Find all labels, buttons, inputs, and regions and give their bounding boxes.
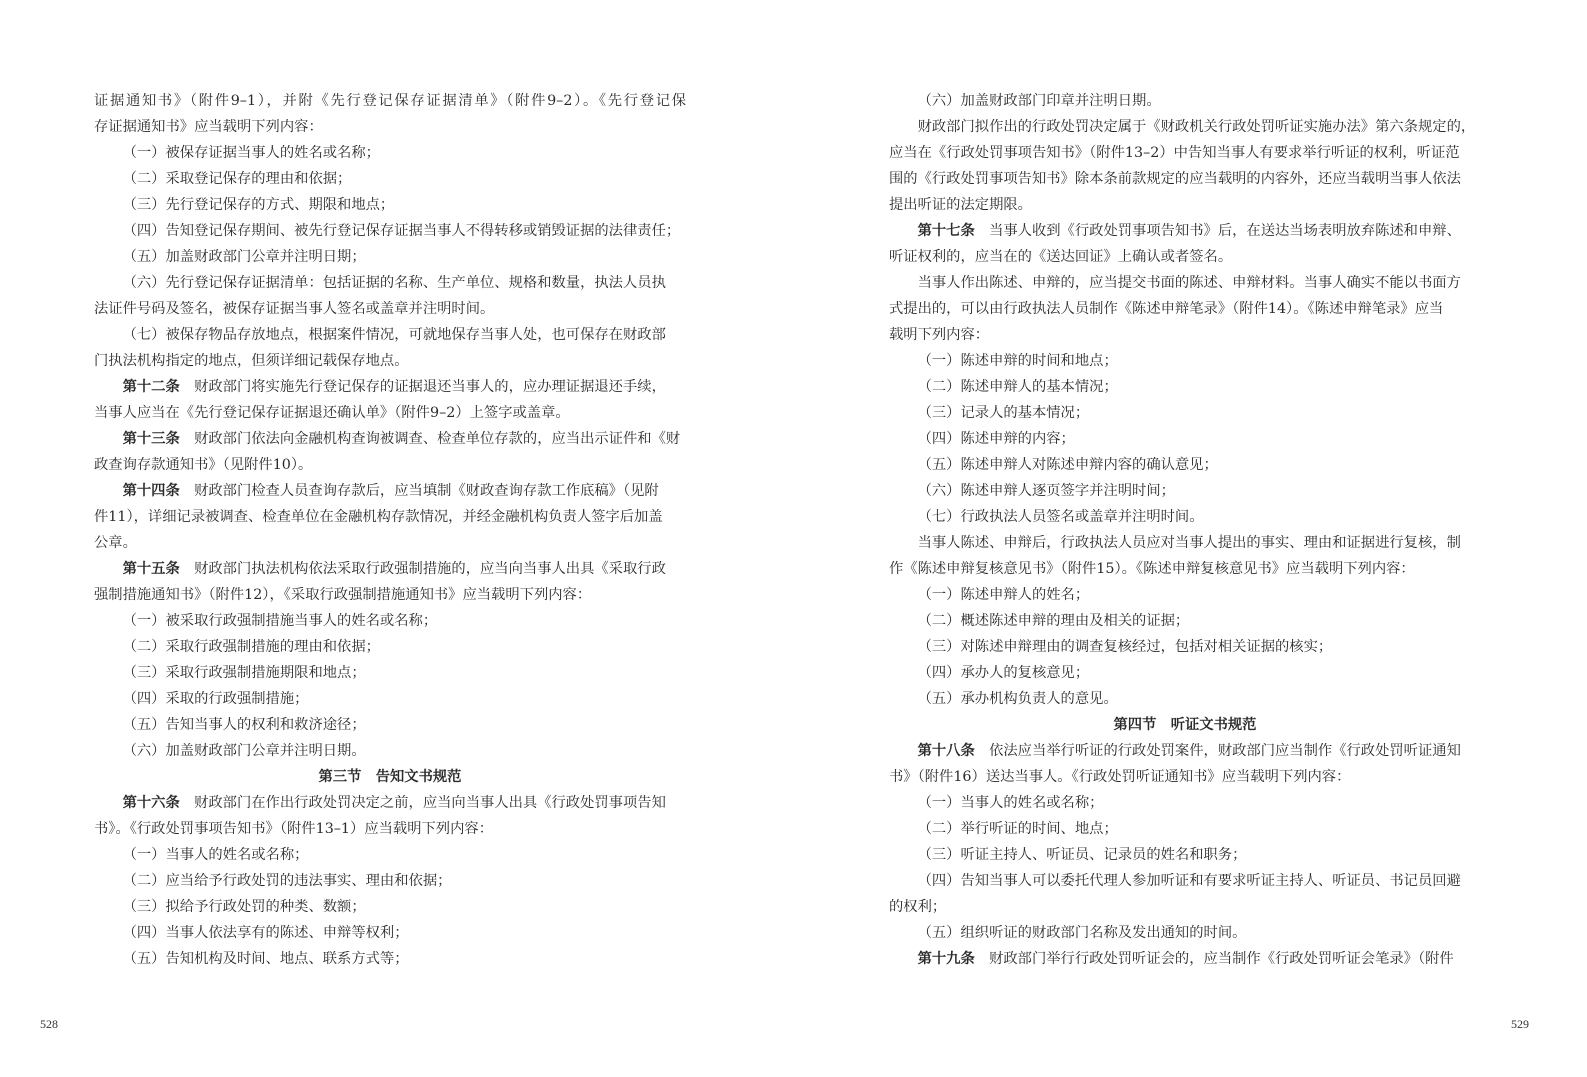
list-item: （一）陈述申辩人的姓名； [917,587,1090,603]
text-line: 作《陈述申辩复核意见书》（附件15）。《陈述申辩复核意见书》应当载明下列内容： [889,561,1415,577]
text-line: 应当在《行政处罚事项告知书》（附件13–2）中告知当事人有要求举行听证的权利，听证范 [889,145,1460,161]
list-item: （一）被保存证据当事人的姓名或名称； [122,145,380,161]
section-heading: 第三节 告知文书规范 [318,769,462,785]
text-line: 财政部门拟作出的行政处罚决定属于《财政机关行政处罚听证实施办法》第六条规定的， [917,119,1476,135]
article-text: 财政部门执法机构依法采取行政强制措施的，应当向当事人出具《采取行政 [194,561,666,577]
text-line: 听证权利的，应当在的《送达回证》上确认或者签名。 [889,249,1233,265]
list-item: （六）陈述申辩人逐页签字并注明时间； [917,483,1175,499]
list-item: （二）陈述申辩人的基本情况； [917,379,1118,395]
article-text: 财政部门在作出行政处罚决定之前，应当向当事人出具《行政处罚事项告知 [194,795,666,811]
article-number: 第十六条 [122,795,180,811]
article-number: 第十八条 [917,743,975,759]
article-number: 第十三条 [122,431,180,447]
list-item: （五）组织听证的财政部门名称及发出通知的时间。 [917,925,1247,941]
article-text: 财政部门举行行政处罚听证会的，应当制作《行政处罚听证会笔录》（附件 [989,951,1454,967]
article-text: 财政部门检查人员查询存款后，应当填制《财政查询存款工作底稿》（见附 [194,483,659,499]
article-text: 财政部门依法向金融机构查询被调查、检查单位存款的，应当出示证件和《财 [194,431,681,447]
list-item: （二）应当给予行政处罚的违法事实、理由和依据； [122,873,452,889]
list-item: （二）采取登记保存的理由和依据； [122,171,352,187]
list-item: （四）告知登记保存期间、被先行登记保存证据当事人不得转移或销毁证据的法律责任； [122,223,681,239]
article-number: 第十二条 [122,379,180,395]
text-line: 载明下列内容： [889,327,990,343]
text-line: 门执法机构指定的地点，但须详细记载保存地点。 [94,353,409,369]
text-line: 当事人应当在《先行登记保存证据退还确认单》（附件9–2）上签字或盖章。 [94,405,570,421]
article-19 [889,946,1481,972]
list-item: （五）加盖财政部门公章并注明日期； [122,249,366,265]
list-item: （三）记录人的基本情况； [917,405,1090,421]
text-line: 强制措施通知书》（附件12），《采取行政强制措施通知书》应当载明下列内容： [94,587,592,603]
article-number: 第十九条 [917,951,975,967]
article-text: 当事人收到《行政处罚事项告知书》后，在送达当场表明放弃陈述和申辩、 [989,223,1461,239]
text-line: 法证件号码及签名，被保存证据当事人签名或盖章并注明时间。 [94,301,495,317]
text-line: 件11），详细记录被调查、检查单位在金融机构存款情况，并经金融机构负责人签字后加盖 [94,509,663,525]
text-line: 书》（附件16）送达当事人。《行政处罚听证通知书》应当载明下列内容： [889,769,1351,785]
list-item: （五）告知机构及时间、地点、联系方式等； [122,951,409,967]
list-item: （二）举行听证的时间、地点； [917,821,1118,837]
text-line: 式提出的，可以由行政执法人员制作《陈述申辩笔录》（附件14）。《陈述申辩笔录》应当 [889,301,1444,317]
list-item: （一）被采取行政强制措施当事人的姓名或名称； [122,613,438,629]
list-item: （二）概述陈述申辩的理由及相关的证据； [917,613,1190,629]
text-line: 围的《行政处罚事项告知书》除本条前款规定的应当载明的内容外，还应当载明当事人依法 [889,171,1461,187]
article-18 [889,738,1481,764]
list-item: （四）承办人的复核意见； [917,665,1090,681]
right-page [889,88,1481,972]
text-line: 当事人作出陈述、申辩的，应当提交书面的陈述、申辩材料。当事人确实不能以书面方 [917,275,1461,291]
text-line: 书》。《行政处罚事项告知书》（附件13–1）应当载明下列内容： [94,821,493,837]
section-heading: 第四节 听证文书规范 [1113,717,1257,733]
article-14 [94,478,686,504]
left-page [94,88,686,972]
list-item: （四）告知当事人可以委托代理人参加听证和有要求听证主持人、听证员、书记员回避 [917,873,1461,889]
list-item: （七）行政执法人员签名或盖章并注明时间。 [917,509,1204,525]
list-item: （七）被保存物品存放地点，根据案件情况，可就地保存当事人处，也可保存在财政部 [122,327,666,343]
list-item: （三）对陈述申辩理由的调查复核经过，包括对相关证据的核实； [917,639,1333,655]
list-item: （二）采取行政强制措施的理由和依据； [122,639,380,655]
list-item: （三）听证主持人、听证员、记录员的姓名和职务； [917,847,1247,863]
page-number-left: 528 [40,1017,58,1031]
list-item: （五）陈述申辩人对陈述申辩内容的确认意见； [917,457,1218,473]
list-item: （五）告知当事人的权利和救济途径； [122,717,366,733]
list-item: （四）陈述申辩的内容； [917,431,1075,447]
article-text: 财政部门将实施先行登记保存的证据退还当事人的，应办理证据退还手续， [194,379,666,395]
list-item: （三）采取行政强制措施期限和地点； [122,665,366,681]
page-number-right: 529 [1511,1017,1529,1031]
list-item: （五）承办机构负责人的意见。 [917,691,1118,707]
list-item: （一）当事人的姓名或名称； [917,795,1104,811]
list-item: （四）采取的行政强制措施； [122,691,309,707]
text-line: 公章。 [94,535,137,551]
article-13 [94,426,686,452]
list-item: （六）先行登记保存证据清单：包括证据的名称、生产单位、规格和数量，执法人员执 [122,275,666,291]
article-number: 第十五条 [122,561,180,577]
text-line: 证据通知书》（附件9–1），并附《先行登记保存证据清单》（附件9–2）。《先行登记保 [94,93,686,109]
article-number: 第十七条 [917,223,975,239]
list-item: （六）加盖财政部门印章并注明日期。 [917,93,1161,109]
article-12 [94,374,686,400]
text-line: 存证据通知书》应当载明下列内容： [94,119,323,135]
article-number: 第十四条 [122,483,180,499]
list-item: （六）加盖财政部门公章并注明日期。 [122,743,366,759]
article-15 [94,556,686,582]
article-17 [889,218,1481,244]
article-text: 依法应当举行听证的行政处罚案件，财政部门应当制作《行政处罚听证通知 [989,743,1461,759]
text-line: 当事人陈述、申辩后，行政执法人员应对当事人提出的事实、理由和证据进行复核，制 [917,535,1461,551]
list-item: （一）陈述申辩的时间和地点； [917,353,1118,369]
text-line: 政查询存款通知书》（见附件10）。 [94,457,313,473]
list-item: （三）先行登记保存的方式、期限和地点； [122,197,395,213]
article-16 [94,790,686,816]
list-item: （一）当事人的姓名或名称； [122,847,309,863]
text-line: 的权利； [889,899,947,915]
list-item: （三）拟给予行政处罚的种类、数额； [122,899,366,915]
text-line: 提出听证的法定期限。 [889,197,1032,213]
list-item: （四）当事人依法享有的陈述、申辩等权利； [122,925,409,941]
